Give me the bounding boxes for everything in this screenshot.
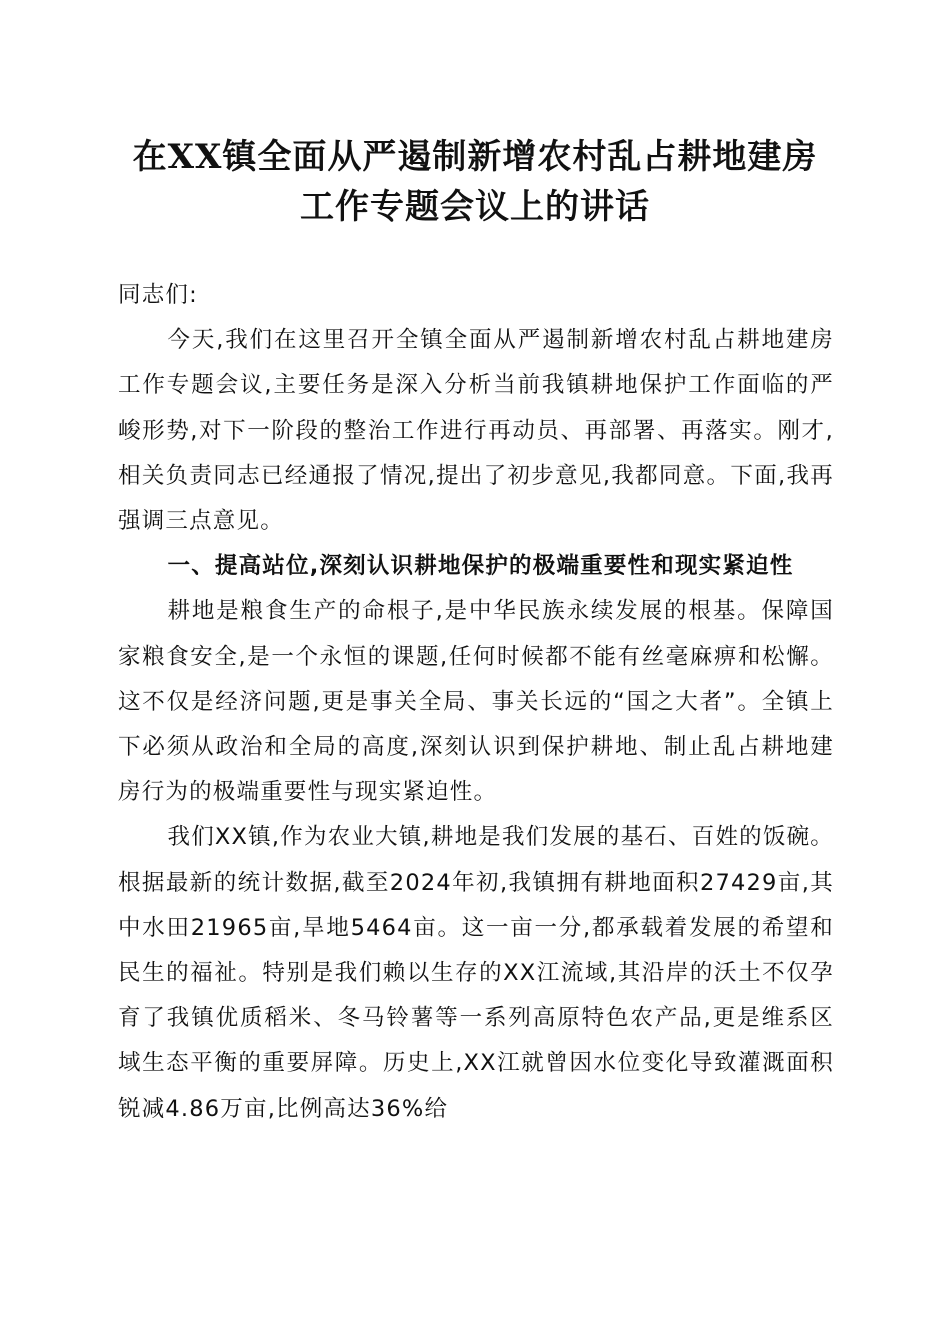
document-body [118, 273, 834, 1132]
intro-paragraph: 今天,我们在这里召开全镇全面从严遏制新增农村乱占耕地建房工作专题会议,主要任务是深入分析当前我镇耕地保护工作面临的严峻形势,对下一阶段的整治工作进行再动员、再部署、再落实。刚才,相关负责同志已经通报了情况,提出了初步意见,我都同意。下面,我再强调三点意见。 [118, 327, 834, 535]
title-line-2: 工作专题会议上的讲话 [300, 187, 650, 227]
salutation: 同志们: [118, 282, 198, 308]
section-1-heading: 一、提高站位,深刻认识耕地保护的极端重要性和现实紧迫性 [167, 553, 794, 580]
title-line-1: 在XX镇全面从严遏制新增农村乱占耕地建房 [132, 137, 818, 177]
section-1-paragraph-2: 我们XX镇,作为农业大镇,耕地是我们发展的基石、百姓的饭碗。根据最新的统计数据,截至2024年初,我镇拥有耕地面积27429亩,其中水田21965亩,旱地5464亩。这一亩一分,都承载着发展的希望和民生的福祉。特别是我们赖以生存的XX江流域,其沿岸的沃土不仅孕育了我镇优质稻米、冬马铃薯等一系列高原特色农产品,更是维系区域生态平衡的重要屏障。历史上,XX江就曾因水位变化导致灌溉面积锐减4.86万亩,比例高达36%给 [118, 824, 834, 1122]
document-title [100, 132, 850, 232]
section-1-paragraph-1: 耕地是粮食生产的命根子,是中华民族永续发展的根基。保障国家粮食安全,是一个永恒的课题,任何时候都不能有丝毫麻痹和松懈。这不仅是经济问题,更是事关全局、事关长远的“国之大者”。全镇上下必须从政治和全局的高度,深刻认识到保护耕地、制止乱占耕地建房行为的极端重要性与现实紧迫性。 [118, 598, 834, 806]
